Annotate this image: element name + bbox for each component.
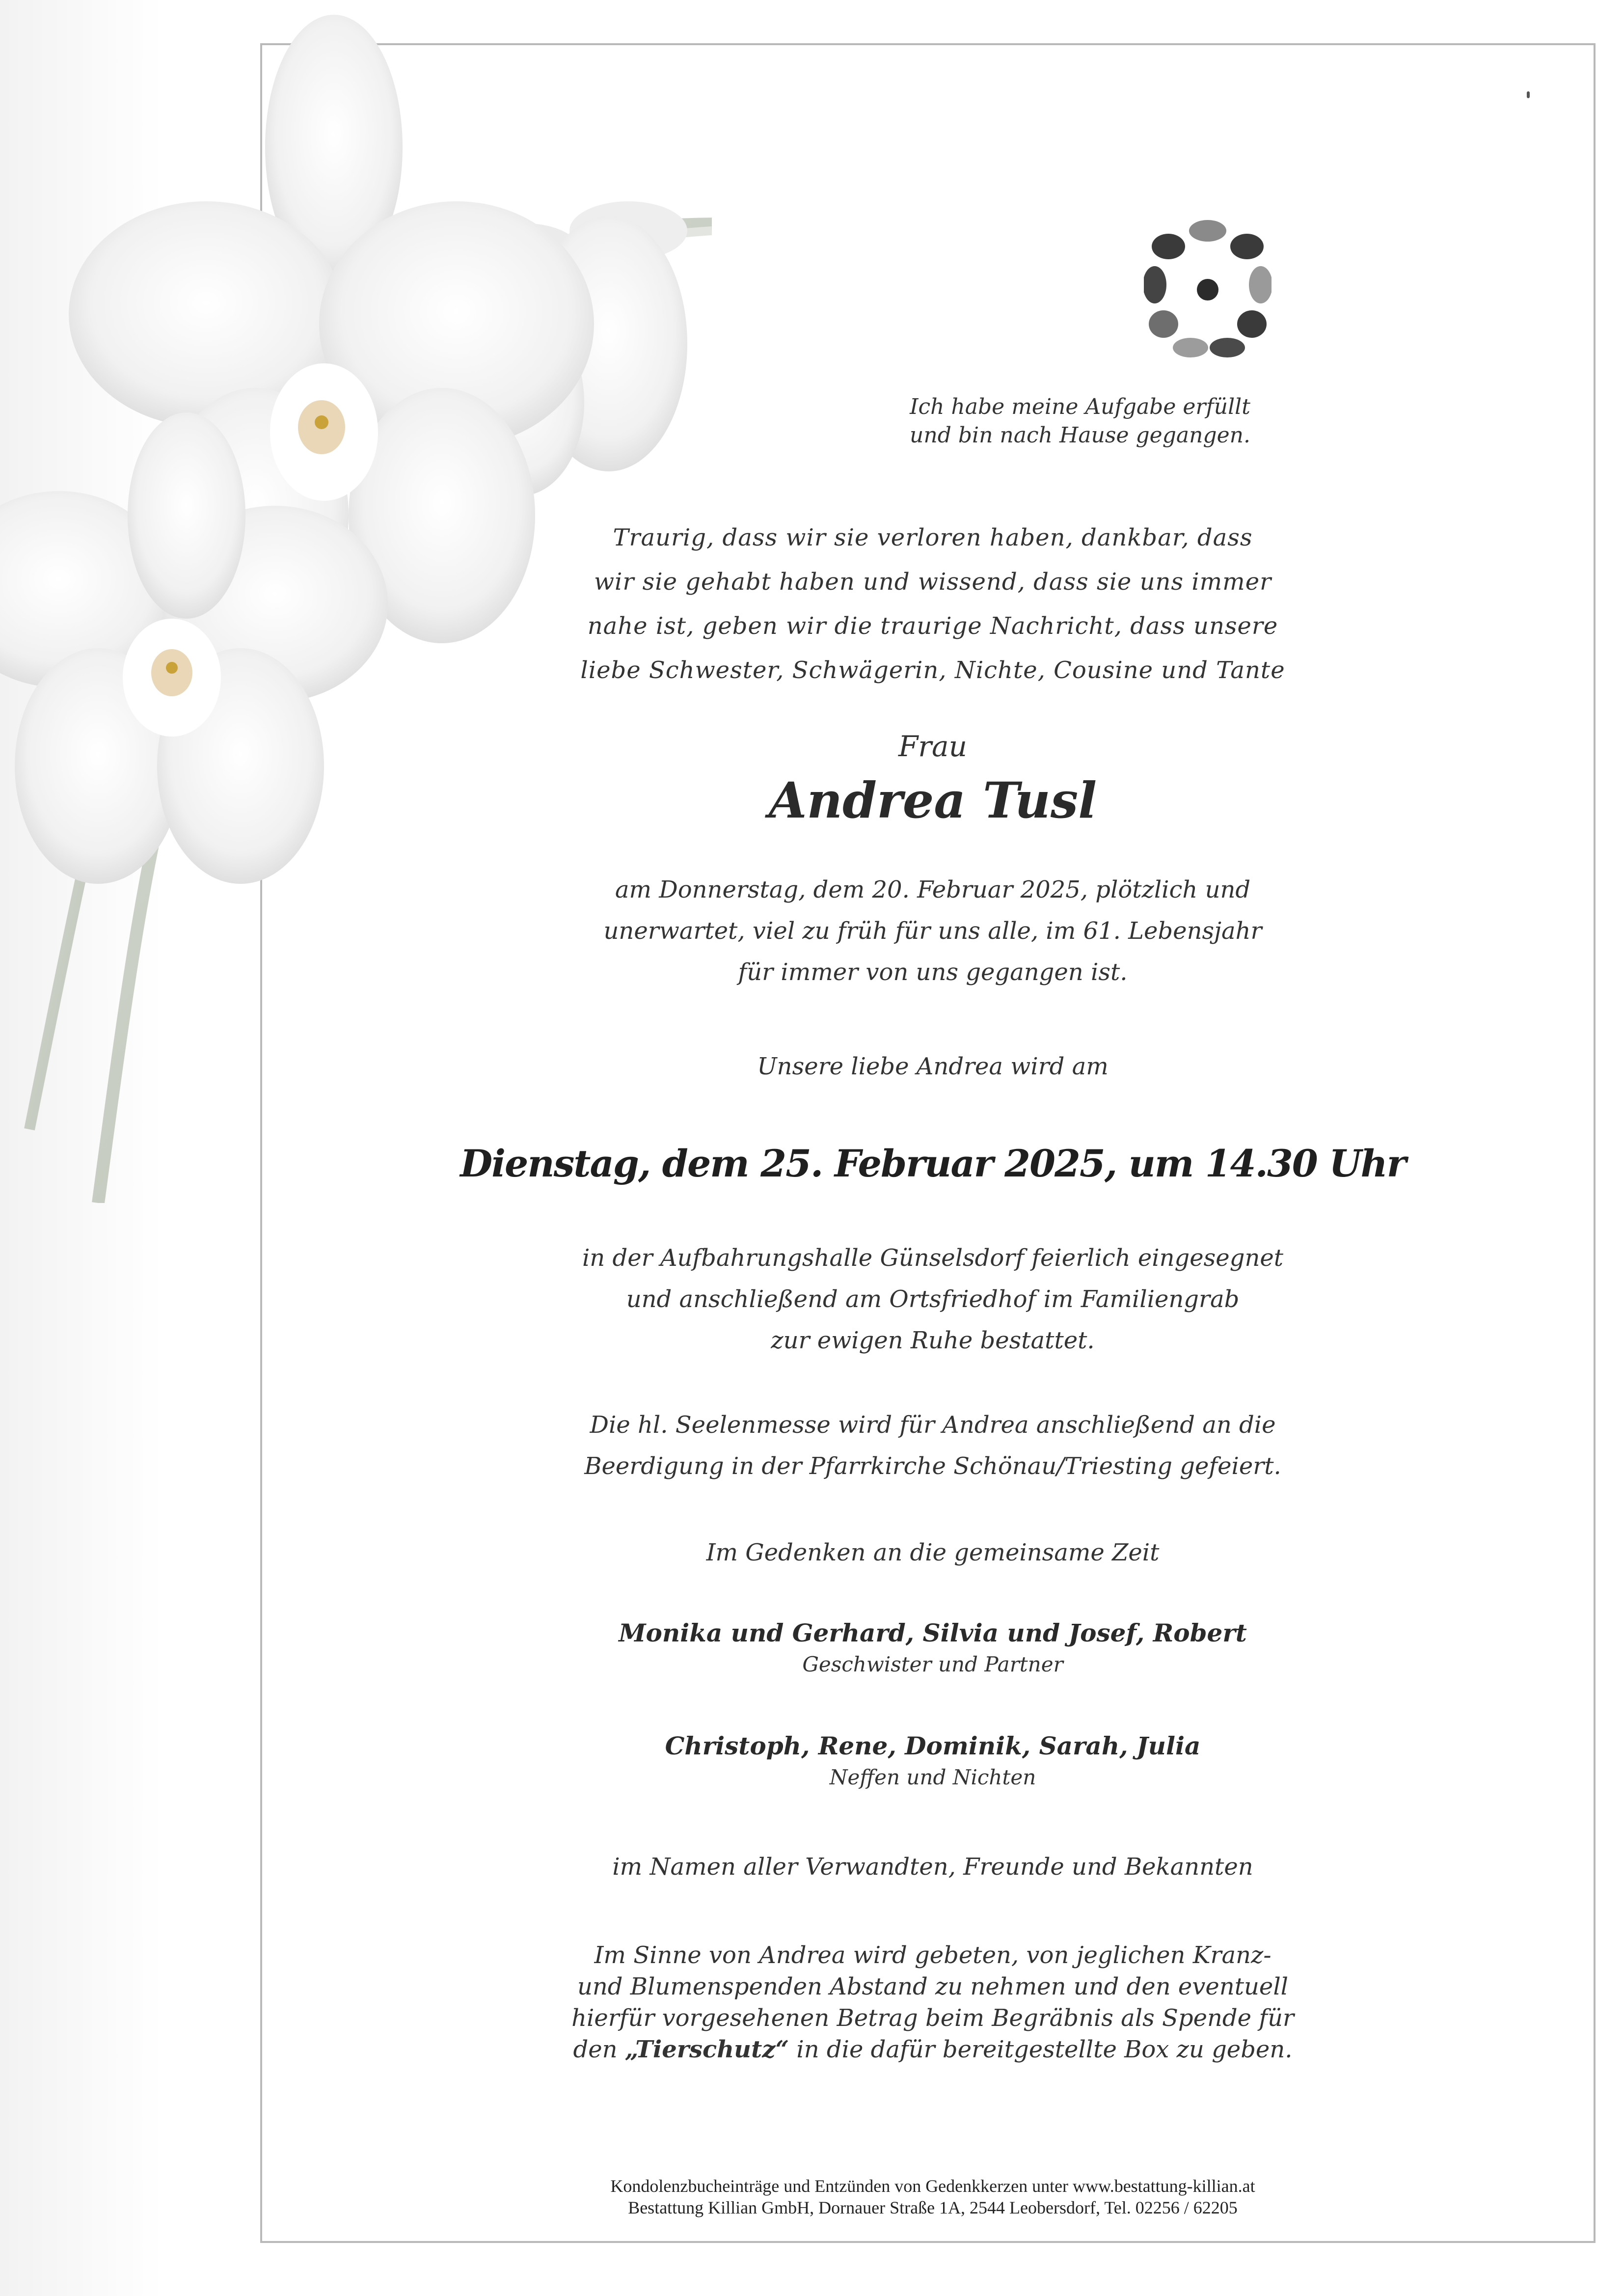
death-line: unerwartet, viel zu früh für uns alle, im 61. Lebensjahr: [603, 917, 1262, 945]
request-line: und Blumenspenden Abstand zu nehmen und den eventuell: [577, 1973, 1289, 2000]
intro-text: [442, 516, 1424, 692]
family-group: [442, 1615, 1424, 1678]
mass-line: Die hl. Seelenmesse wird für Andrea anschließend an die: [590, 1411, 1276, 1439]
intro-line: wir sie gehabt haben und wissend, dass sie uns immer: [594, 568, 1272, 596]
ceremony-text: [442, 1237, 1424, 1361]
intro-line: liebe Schwester, Schwägerin, Nichte, Cousine und Tante: [580, 656, 1285, 684]
donation-request: [442, 1940, 1424, 2065]
footer-line: Bestattung Killian GmbH, Dornauer Straße 1A, 2544 Leobersdorf, Tel. 02256 / 62205: [628, 2198, 1238, 2217]
family-role: Neffen und Nichten: [829, 1765, 1036, 1789]
family-group: [442, 1728, 1424, 1791]
family-names: Monika und Gerhard, Silvia und Josef, Robert: [619, 1618, 1247, 1647]
death-notice: [442, 869, 1424, 993]
funeral-date: Dienstag, dem 25. Februar 2025, um 14.30 Uhr: [460, 1142, 1406, 1185]
motto-line: und bin nach Hause gegangen.: [910, 423, 1250, 448]
intro-line: nahe ist, geben wir die traurige Nachricht, dass unsere: [587, 612, 1278, 640]
deceased-name: Andrea Tusl: [768, 771, 1097, 829]
mass-text: [442, 1404, 1424, 1487]
on-behalf-text: im Namen aller Verwandten, Freunde und Bekannten: [612, 1853, 1253, 1881]
request-text: den: [573, 2036, 625, 2063]
footer-line: Kondolenzbucheinträge und Entzünden von Gedenkkerzen unter www.bestattung-killian.at: [610, 2176, 1255, 2196]
mass-line: Beerdigung in der Pfarrkirche Schönau/Triesting gefeiert.: [584, 1452, 1281, 1480]
motto-line: Ich habe meine Aufgabe erfüllt: [910, 394, 1250, 419]
death-line: am Donnerstag, dem 20. Februar 2025, plötzlich und: [615, 876, 1251, 903]
ceremony-line: in der Aufbahrungshalle Günselsdorf feierlich eingesegnet: [582, 1244, 1284, 1272]
footer: [442, 2175, 1424, 2218]
request-line: hierfür vorgesehenen Betrag beim Begräbnis als Spende für: [571, 2004, 1294, 2032]
request-text: in die dafür bereitgestellte Box zu geben.: [789, 2036, 1293, 2063]
charity-name: „Tierschutz“: [624, 2036, 789, 2063]
death-line: für immer von uns gegangen ist.: [738, 958, 1128, 986]
family-role: Geschwister und Partner: [802, 1652, 1063, 1676]
remembrance-text: Im Gedenken an die gemeinsame Zeit: [706, 1539, 1160, 1566]
scan-speck: [1527, 91, 1530, 98]
request-line: [442, 2034, 1424, 2065]
stone-circle-icon: [1144, 216, 1271, 358]
family-names: Christoph, Rene, Dominik, Sarah, Julia: [665, 1731, 1201, 1760]
intro-line: Traurig, dass wir sie verloren haben, dankbar, dass: [613, 524, 1253, 551]
request-line: Im Sinne von Andrea wird gebeten, von jeglichen Kranz-: [594, 1941, 1271, 1969]
announcement: Unsere liebe Andrea wird am: [757, 1053, 1109, 1080]
ceremony-line: und anschließend am Ortsfriedhof im Familiengrab: [626, 1285, 1240, 1313]
ceremony-line: zur ewigen Ruhe bestattet.: [771, 1327, 1095, 1354]
salutation: Frau: [898, 730, 967, 763]
motto: [835, 393, 1325, 450]
